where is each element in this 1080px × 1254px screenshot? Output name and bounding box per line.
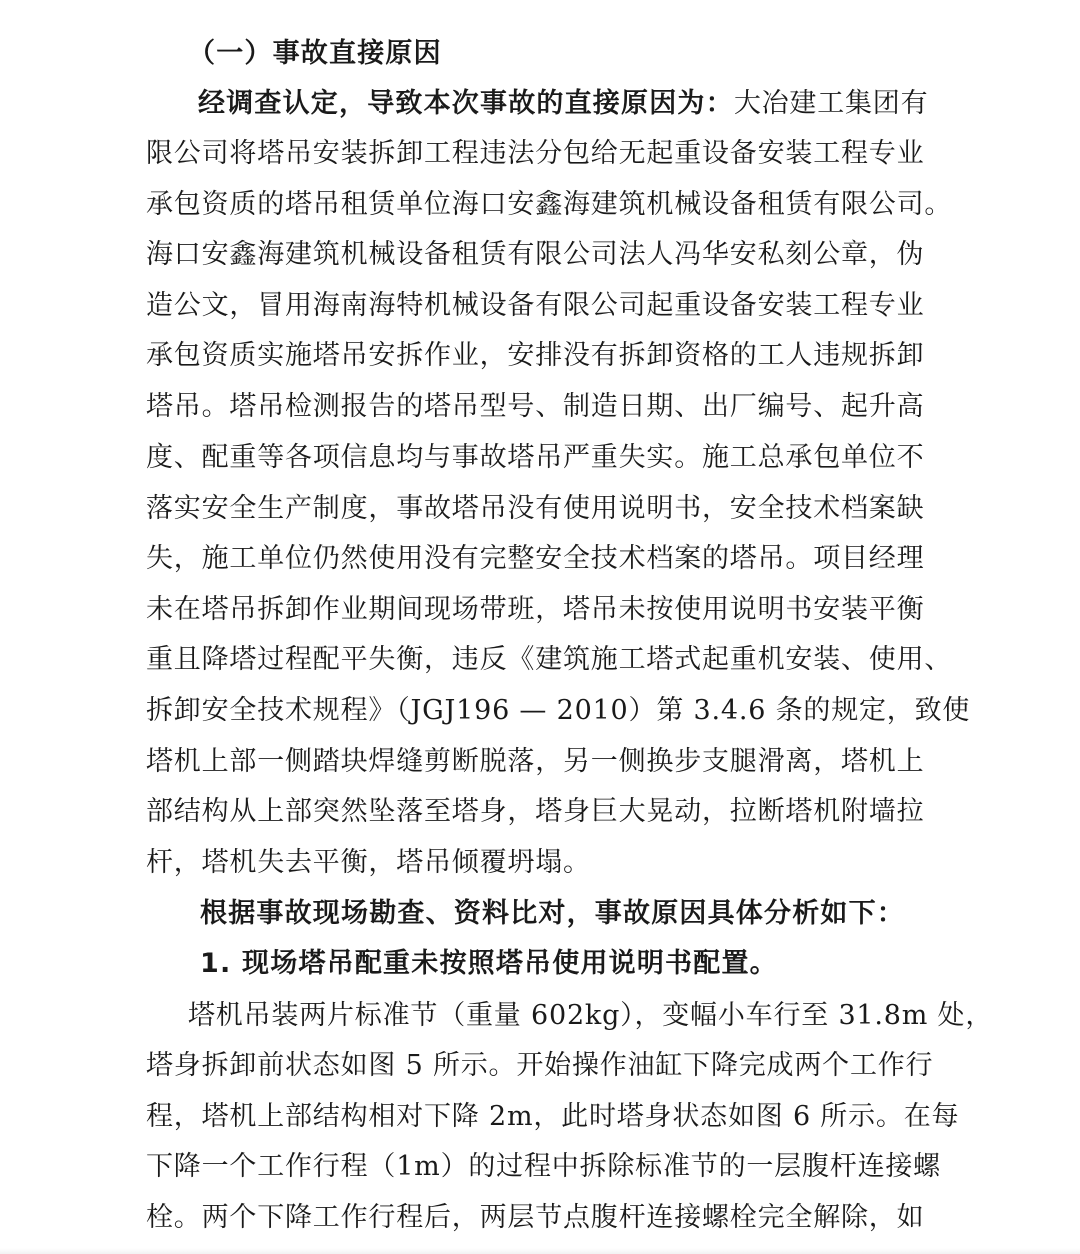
paragraph-line: 塔机上部一侧踏块焊缝剪断脱落，另一侧换步支腿滑离，塔机上 (146, 746, 925, 777)
paragraph-line (0, 80, 1080, 128)
page-bottom-edge (0, 1248, 1080, 1254)
paragraph-line: 部结构从上部突然坠落至塔身，塔身巨大晃动，拉断塔机附墙拉 (146, 796, 925, 827)
paragraph-line: 限公司将塔吊安装拆卸工程违法分包给无起重设备安装工程专业 (146, 138, 925, 169)
paragraph-line: 未在塔吊拆卸作业期间现场带班，塔吊未按使用说明书安装平衡 (146, 594, 925, 625)
paragraph-line: 杆，塔机失去平衡，塔吊倾覆坍塌。 (146, 847, 591, 878)
paragraph-line: 造公文，冒用海南海特机械设备有限公司起重设备安装工程专业 (146, 290, 925, 321)
paragraph-line: 重且降塔过程配平失衡，违反《建筑施工塔式起重机安装、使用、 (146, 644, 953, 675)
analysis-lead: 根据事故现场勘查、资料比对，事故原因具体分析如下： (200, 898, 905, 929)
paragraph-line: 塔吊。塔吊检测报告的塔吊型号、制造日期、出厂编号、起升高 (146, 391, 925, 422)
paragraph-line: 程，塔机上部结构相对下降 2m，此时塔身状态如图 6 所示。在每 (146, 1101, 960, 1132)
paragraph-line: 海口安鑫海建筑机械设备租赁有限公司法人冯华安私刻公章，伪 (146, 239, 925, 270)
section-heading: （一）事故直接原因 (188, 38, 442, 69)
lead-sentence: 经调查认定，导致本次事故的直接原因为： (198, 88, 734, 119)
paragraph-line: 落实安全生产制度，事故塔吊没有使用说明书，安全技术档案缺 (146, 493, 925, 524)
paragraph-line: 塔机吊装两片标准节（重量 602kg），变幅小车行至 31.8m 处， (188, 1000, 994, 1031)
subsection-heading: 1. 现场塔吊配重未按照塔吊使用说明书配置。 (200, 948, 778, 979)
paragraph-line: 塔身拆卸前状态如图 5 所示。开始操作油缸下降完成两个工作行 (146, 1050, 934, 1081)
paragraph-line: 失，施工单位仍然使用没有完整安全技术档案的塔吊。项目经理 (146, 543, 925, 574)
paragraph-line: 拆卸安全技术规程》（JGJ196 — 2010）第 3.4.6 条的规定，致使 (146, 695, 971, 726)
paragraph-line: 度、配重等各项信息均与事故塔吊严重失实。施工总承包单位不 (146, 442, 925, 473)
paragraph-line: 承包资质的塔吊租赁单位海口安鑫海建筑机械设备租赁有限公司。 (146, 189, 953, 220)
paragraph-line: 承包资质实施塔吊安拆作业，安排没有拆卸资格的工人违规拆卸 (146, 340, 925, 371)
paragraph-line: 栓。两个下降工作行程后，两层节点腹杆连接螺栓完全解除，如 (146, 1202, 925, 1233)
paragraph-line: 下降一个工作行程（1m）的过程中拆除标准节的一层腹杆连接螺 (146, 1151, 941, 1182)
lead-sentence-tail: 大冶建工集团有 (733, 88, 929, 119)
